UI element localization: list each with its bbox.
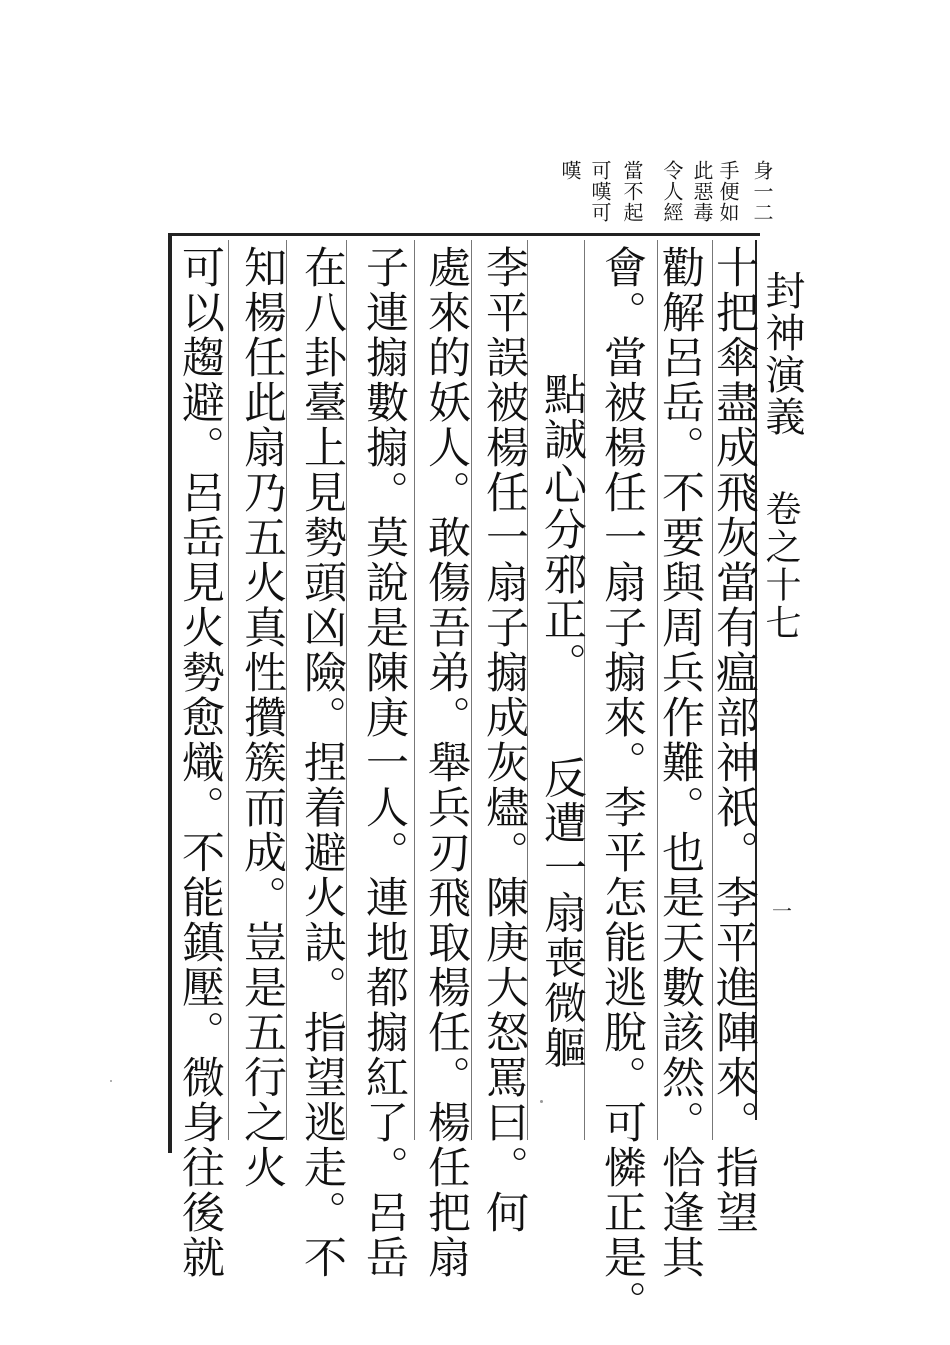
scan-speck: [540, 1100, 543, 1103]
text-column-5: 點誠心分邪正。 反遭一扇喪微軀: [537, 372, 587, 1071]
folio-mark: 一: [772, 899, 792, 923]
text-column-11: 可以趨避。呂岳見火勢愈熾。不能鎮壓。微身往後就: [175, 245, 225, 1280]
commentary-col-7: 嘆: [558, 160, 582, 181]
commentary-col-4: 令人經: [660, 160, 684, 223]
text-column-7: 處來的妖人。敢傷吾弟。舉兵刃飛取楊任。楊任把扇: [421, 245, 471, 1280]
commentary-col-6: 可嘆可: [588, 160, 612, 223]
column-rule: [228, 240, 229, 1140]
header-title: 封神演義: [759, 270, 805, 438]
top-border: [170, 233, 760, 236]
text-column-6: 李平誤被楊任一扇子搧成灰燼。陳庚大怒罵曰。何: [479, 245, 529, 1235]
column-rule: [414, 240, 415, 1140]
commentary-col-2: 手便如: [716, 160, 740, 223]
header-chapter: 卷之十七: [760, 490, 801, 642]
commentary-col-1: 身一二: [750, 160, 774, 223]
text-column-1: 十把傘盡成飛灰當有瘟部神祇。李平進陣來。指望: [709, 245, 759, 1235]
text-column-8: 子連搧數搧。莫說是陳庚一人。連地都搧紅了。呂岳: [359, 245, 409, 1280]
scan-speck: [110, 1080, 112, 1082]
left-border: [168, 233, 172, 1153]
text-column-10: 知楊任此扇乃五火真性攢簇而成。豈是五行之火: [237, 245, 287, 1190]
commentary-col-3: 此惡毒: [690, 160, 714, 223]
column-rule: [471, 240, 472, 1140]
text-column-2: 勸解呂岳。不要與周兵作難。也是天數該然。恰逢其: [655, 245, 705, 1280]
commentary-col-5: 當不起: [620, 160, 644, 223]
text-column-3: 會。當被楊任一扇子搧來。李平怎能逃脫。可憐正是。: [597, 245, 647, 1325]
text-column-9: 在八卦臺上見勢頭凶險。捏着避火訣。指望逃走。不: [297, 245, 347, 1280]
